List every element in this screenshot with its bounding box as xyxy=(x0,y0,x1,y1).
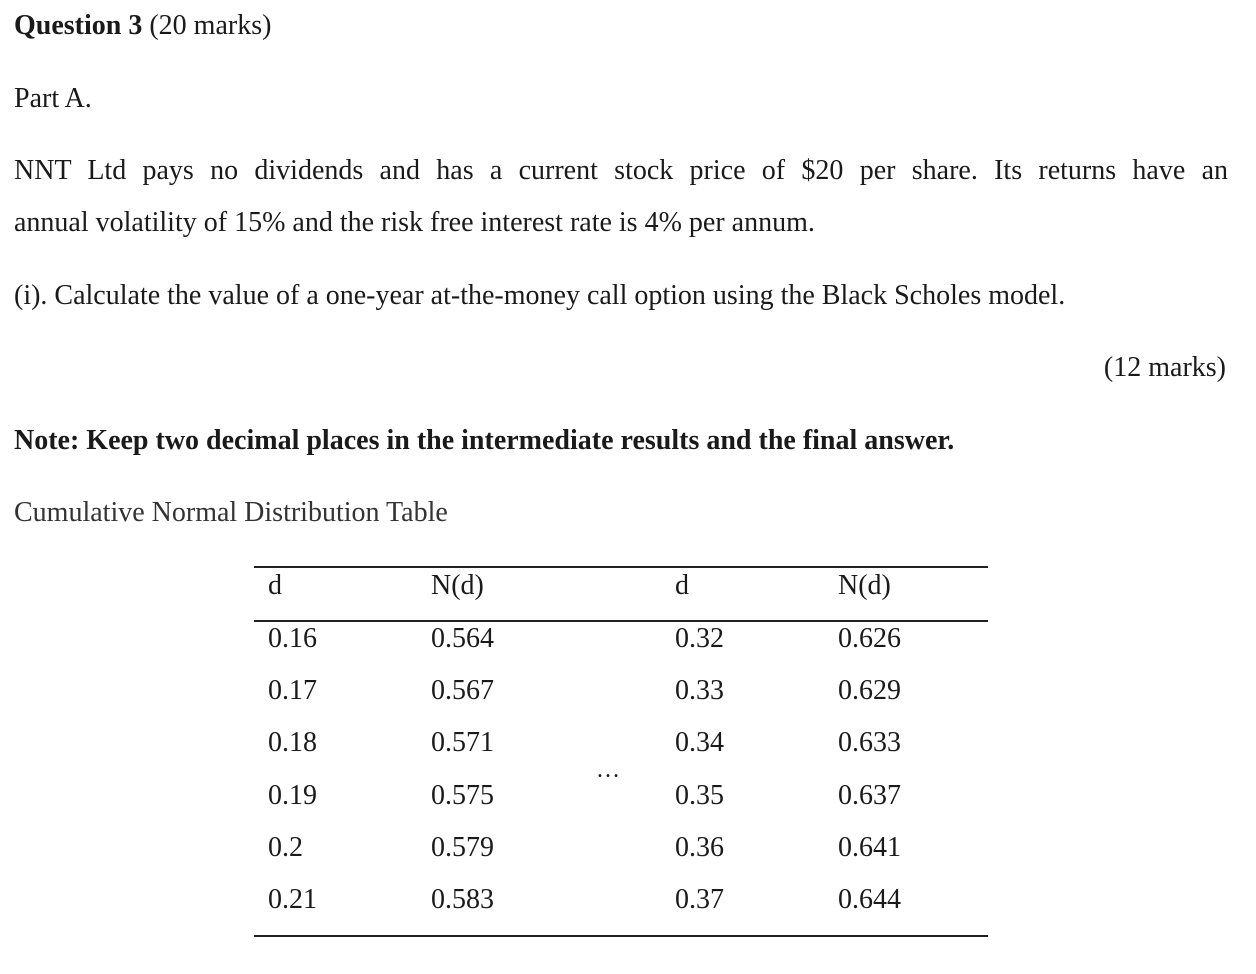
table-gap-ellipsis: … xyxy=(596,757,621,783)
rounding-note: Note: Keep two decimal places in the intermediate results and the final answer. xyxy=(14,425,955,456)
table-cell: 0.2 xyxy=(268,832,303,863)
table-cell: 0.571 xyxy=(431,727,494,758)
question-heading xyxy=(14,10,271,42)
question-total-marks: (20 marks) xyxy=(142,10,272,41)
problem-text-line-2: annual volatility of 15% and the risk free interest rate is 4% per annum. xyxy=(14,207,815,238)
table-cell: 0.583 xyxy=(431,884,494,915)
table-cell: 0.18 xyxy=(268,727,317,758)
question-number: Question 3 xyxy=(14,10,143,41)
table-cell: 0.17 xyxy=(268,675,317,706)
problem-text-line-1: NNT Ltd pays no dividends and has a current stock price of $20 per share. Its returns have an xyxy=(14,155,1228,186)
table-cell: 0.21 xyxy=(268,884,317,915)
table-cell: 0.633 xyxy=(838,727,901,758)
table-header-cell: N(d) xyxy=(838,570,891,601)
table-header-cell: d xyxy=(675,570,689,601)
table-header-rule xyxy=(254,620,988,622)
sub-question-i: (i). Calculate the value of a one-year at-the-money call option using the Black Scholes model. xyxy=(14,280,1066,311)
table-cell: 0.34 xyxy=(675,727,724,758)
table-cell: 0.564 xyxy=(431,623,494,654)
table-cell: 0.36 xyxy=(675,832,724,863)
table-header-cell: d xyxy=(268,570,282,601)
table-cell: 0.629 xyxy=(838,675,901,706)
table-cell: 0.579 xyxy=(431,832,494,863)
table-cell: 0.32 xyxy=(675,623,724,654)
table-cell: 0.626 xyxy=(838,623,901,654)
part-label: Part A. xyxy=(14,83,92,114)
sub-question-marks: (12 marks) xyxy=(1103,352,1226,383)
table-cell: 0.33 xyxy=(675,675,724,706)
table-bottom-rule xyxy=(254,935,988,937)
table-caption: Cumulative Normal Distribution Table xyxy=(14,497,448,528)
table-cell: 0.641 xyxy=(838,832,901,863)
table-cell: 0.644 xyxy=(838,884,901,915)
table-cell: 0.35 xyxy=(675,780,724,811)
table-top-rule xyxy=(254,566,988,568)
table-cell: 0.16 xyxy=(268,623,317,654)
table-header-cell: N(d) xyxy=(431,570,484,601)
table-cell: 0.575 xyxy=(431,780,494,811)
table-cell: 0.567 xyxy=(431,675,494,706)
table-cell: 0.637 xyxy=(838,780,901,811)
table-cell: 0.37 xyxy=(675,884,724,915)
table-cell: 0.19 xyxy=(268,780,317,811)
